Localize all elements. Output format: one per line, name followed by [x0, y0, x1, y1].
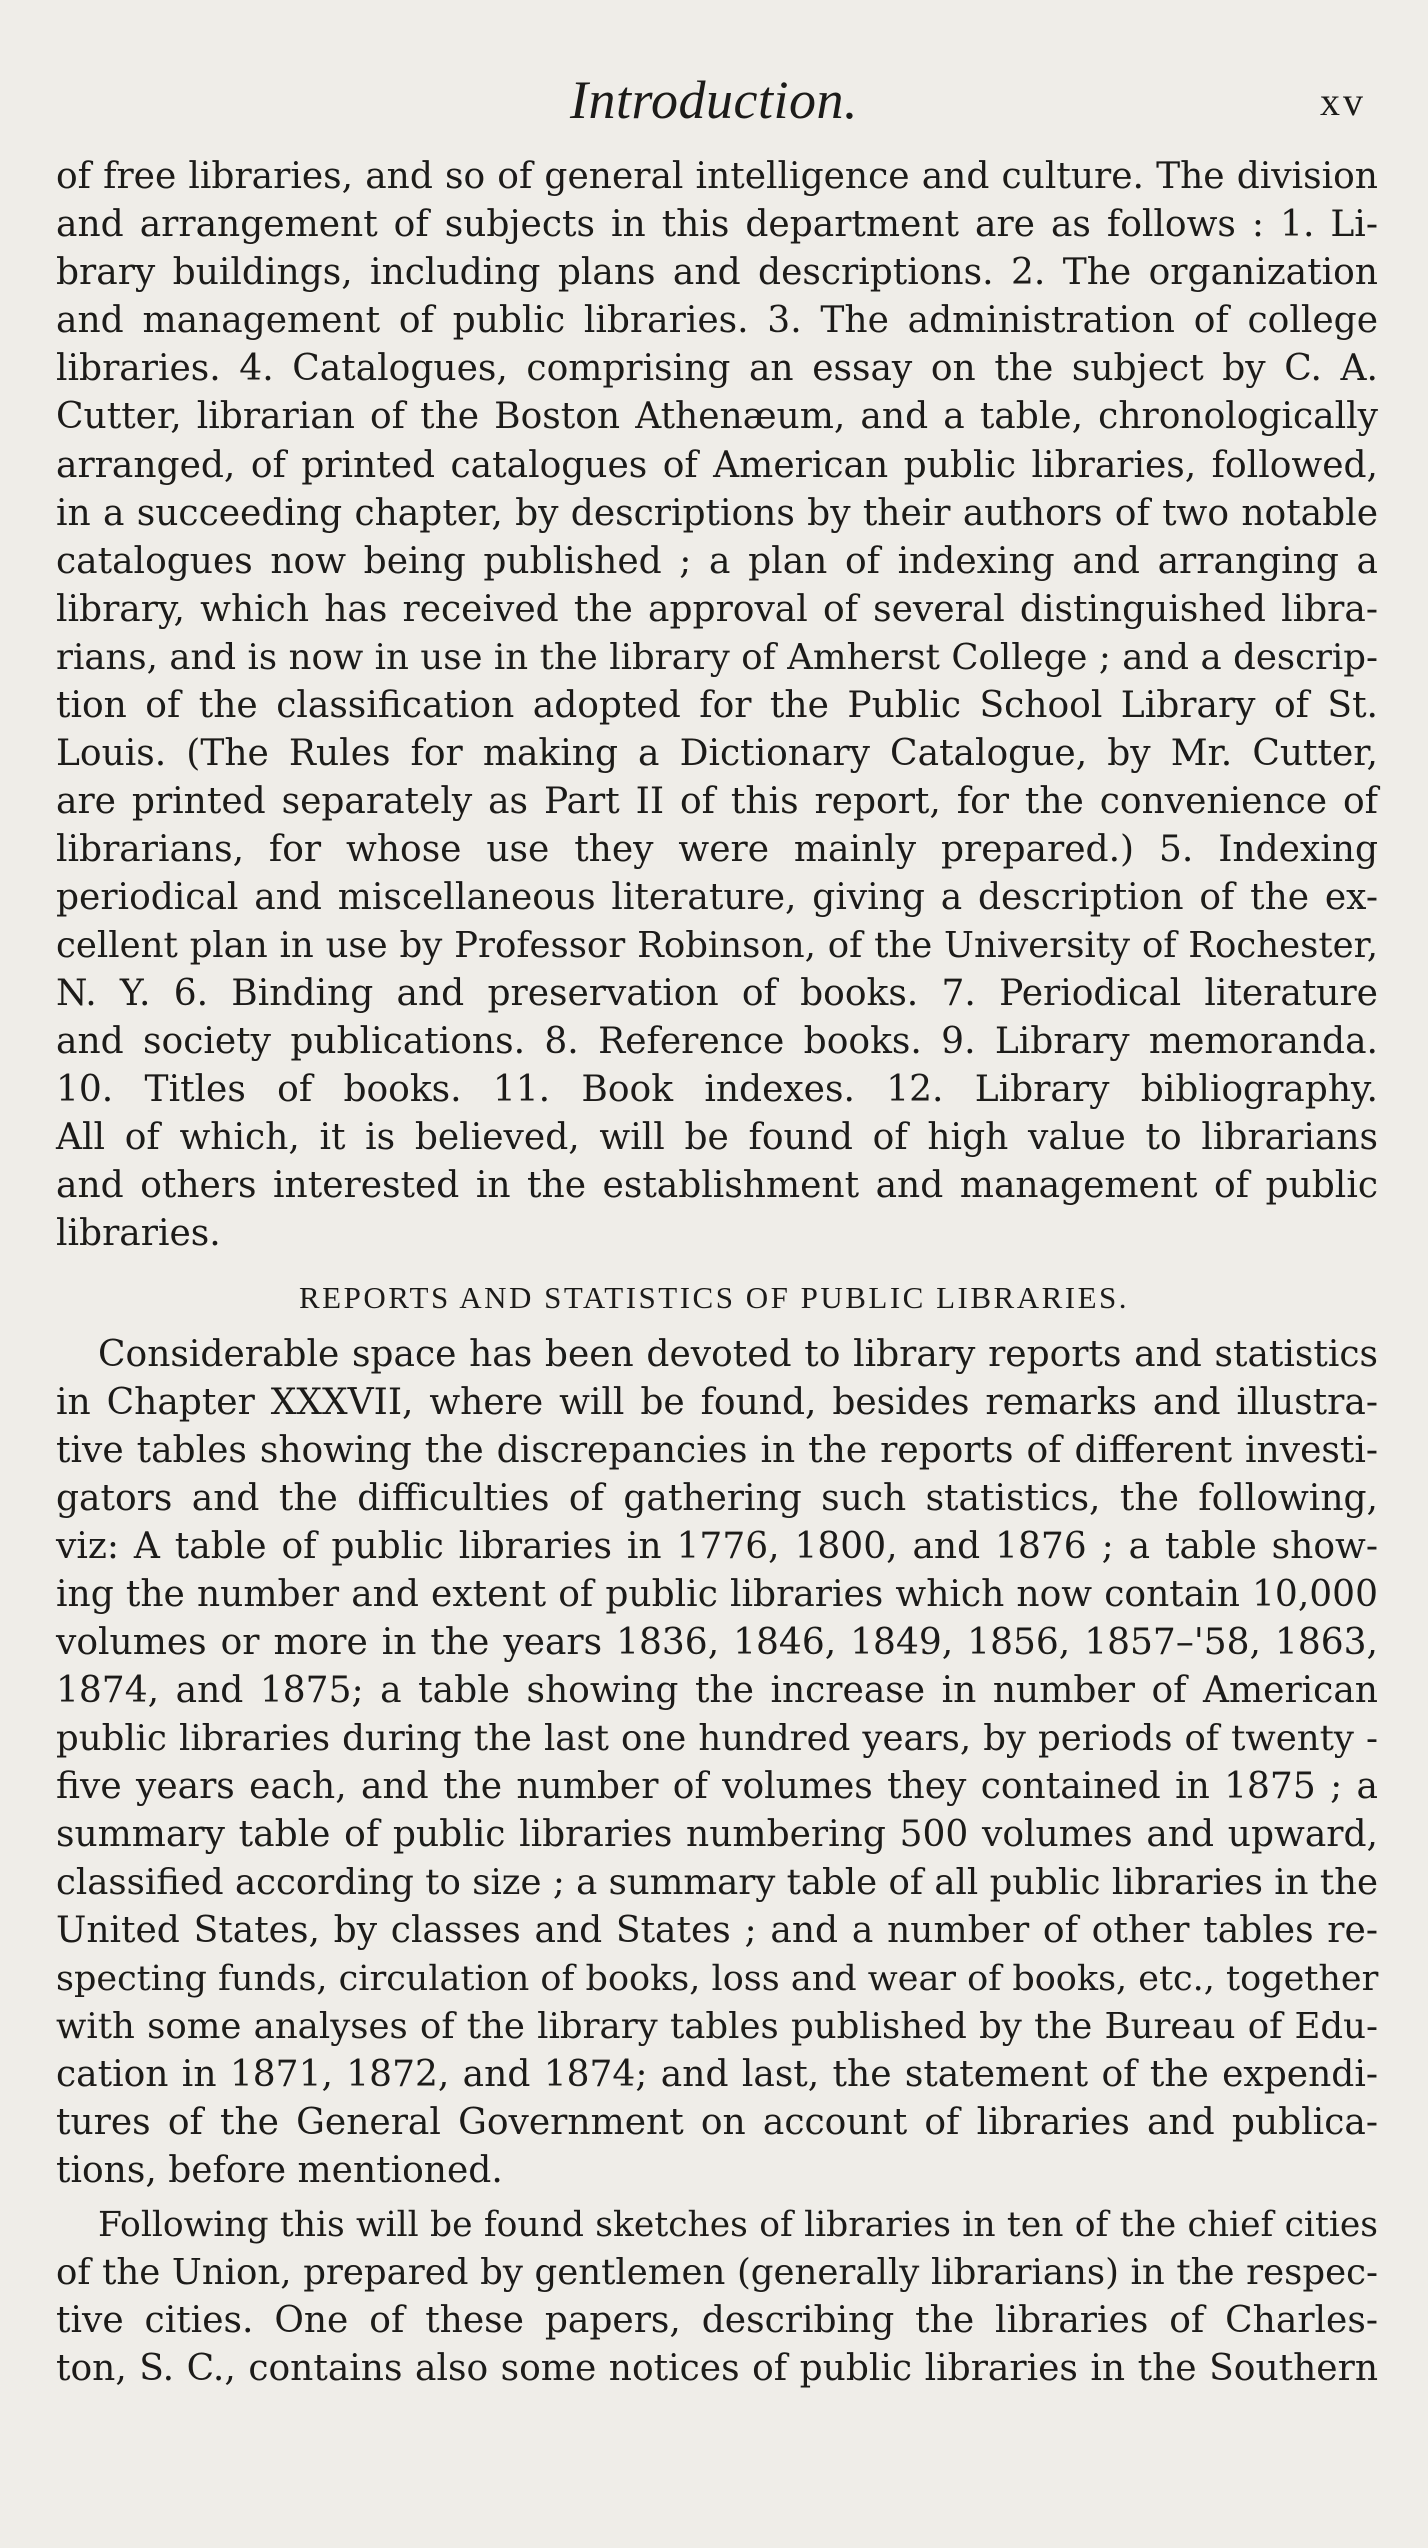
text-line: cation in 1871, 1872, and 1874; and last, the statement of the expendi- — [56, 2054, 1378, 2095]
text-line: tive tables showing the discrepancies in the reports of different investi- — [56, 1430, 1378, 1471]
text-line: 10. Titles of books. 11. Book indexes. 12. Library bibliography. — [56, 1069, 1378, 1110]
text-line: classified according to size ; a summary table of all public libraries in the — [56, 1862, 1378, 1903]
text-line: tions, before mentioned. — [56, 2150, 503, 2191]
text-line: ton, S. C., contains also some notices of public libraries in the Southern — [56, 2348, 1378, 2389]
text-line: and others interested in the establishment and management of public — [56, 1165, 1378, 1206]
running-title: Introduction. — [570, 70, 858, 130]
text-line: with some analyses of the library tables published by the Bureau of Edu- — [56, 2006, 1378, 2047]
text-line: All of which, it is believed, will be found of high value to librarians — [56, 1117, 1378, 1158]
text-line: tion of the classification adopted for the Public School Library of St. — [56, 685, 1378, 726]
text-line: 1874, and 1875; a table showing the increase in number of American — [56, 1670, 1378, 1711]
section-heading: REPORTS AND STATISTICS OF PUBLIC LIBRARIES. — [298, 1280, 1130, 1315]
text-line: cellent plan in use by Professor Robinson, of the University of Rochester, — [56, 925, 1378, 966]
text-line: library, which has received the approval of several distinguished libra- — [56, 589, 1378, 630]
text-line: of free libraries, and so of general intelligence and culture. The division — [56, 156, 1378, 197]
text-line: arranged, of printed catalogues of American public libraries, followed, — [56, 445, 1378, 486]
text-line: Louis. (The Rules for making a Dictionary Catalogue, by Mr. Cutter, — [56, 733, 1378, 774]
text-line: tive cities. One of these papers, describing the libraries of Charles- — [56, 2300, 1378, 2341]
text-line: five years each, and the number of volumes they contained in 1875 ; a — [56, 1766, 1378, 1807]
running-head — [0, 70, 1428, 130]
text-line: catalogues now being published ; a plan of indexing and arranging a — [56, 541, 1378, 582]
text-line: libraries. 4. Catalogues, comprising an essay on the subject by C. A. — [56, 348, 1378, 389]
text-line: librarians, for whose use they were mainly prepared.) 5. Indexing — [56, 829, 1378, 870]
text-line: rians, and is now in use in the library of Amherst College ; and a descrip- — [56, 637, 1378, 678]
text-line: in Chapter XXXVII, where will be found, besides remarks and illustra- — [56, 1382, 1378, 1423]
text-line: Considerable space has been devoted to library reports and statistics — [98, 1334, 1378, 1375]
text-line: N. Y. 6. Binding and preservation of books. 7. Periodical literature — [56, 973, 1378, 1014]
text-line: are printed separately as Part II of this report, for the convenience of — [56, 781, 1378, 822]
text-line: United States, by classes and States ; and a number of other tables re- — [56, 1910, 1378, 1951]
text-line: and management of public libraries. 3. The administration of college — [56, 300, 1378, 341]
text-line: gators and the difficulties of gathering such statistics, the following, — [56, 1478, 1378, 1519]
text-line: brary buildings, including plans and descriptions. 2. The organization — [56, 252, 1378, 293]
text-line: and society publications. 8. Reference books. 9. Library memoranda. — [56, 1021, 1378, 1062]
text-line: viz: A table of public libraries in 1776, 1800, and 1876 ; a table show- — [56, 1526, 1378, 1567]
text-line: in a succeeding chapter, by descriptions by their authors of two notable — [56, 493, 1378, 534]
text-line: libraries. — [56, 1213, 221, 1254]
text-line: summary table of public libraries numbering 500 volumes and upward, — [56, 1814, 1378, 1855]
text-line: Cutter, librarian of the Boston Athenæum, and a table, chronologically — [56, 396, 1378, 437]
text-line: public libraries during the last one hundred years, by periods of twenty - — [56, 1718, 1378, 1759]
text-line: specting funds, circulation of books, loss and wear of books, etc., together — [56, 1959, 1379, 1999]
text-line: Following this will be found sketches of libraries in ten of the chief cities — [98, 2205, 1378, 2245]
text-line: of the Union, prepared by gentlemen (generally librarians) in the respec- — [56, 2252, 1378, 2293]
page-number: xv — [1320, 79, 1366, 124]
text-line: periodical and miscellaneous literature, giving a description of the ex- — [56, 877, 1378, 918]
text-line: and arrangement of subjects in this department are as follows : 1. Li- — [56, 204, 1378, 245]
text-line: ing the number and extent of public libraries which now contain 10,000 — [56, 1574, 1378, 1615]
text-line: volumes or more in the years 1836, 1846, 1849, 1856, 1857–'58, 1863, — [56, 1622, 1378, 1663]
text-line: tures of the General Government on account of libraries and publica- — [56, 2102, 1378, 2143]
